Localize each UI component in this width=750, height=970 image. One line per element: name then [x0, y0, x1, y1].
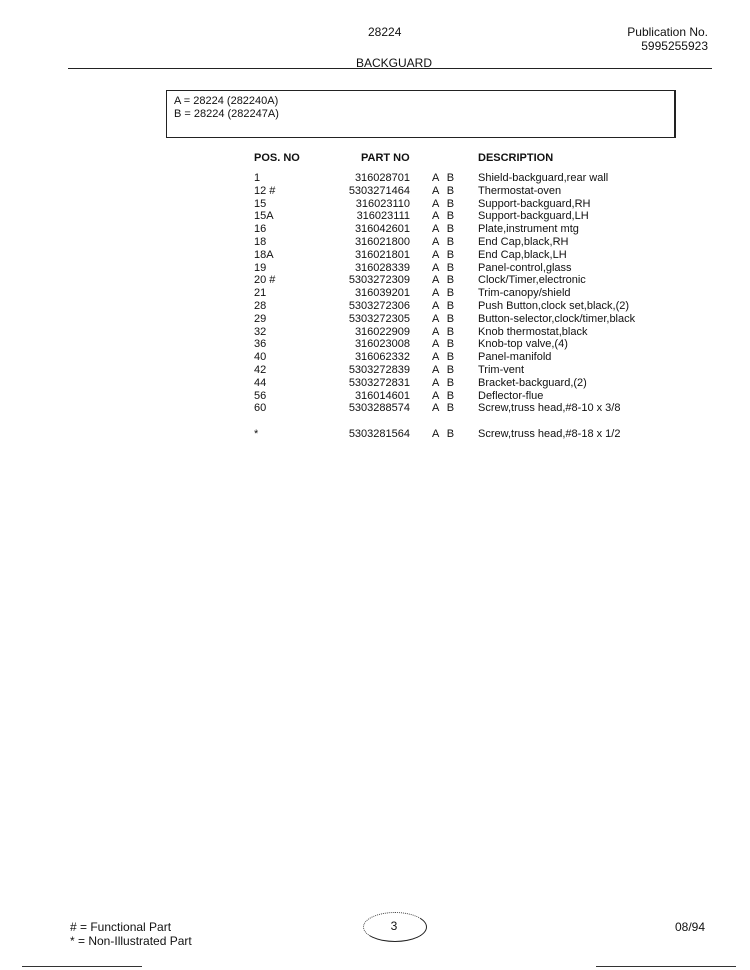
- models-cell: A B: [432, 172, 455, 184]
- model-line-a: A = 28224 (282240A): [174, 95, 279, 107]
- description-cell: Trim-vent: [478, 363, 525, 376]
- table-row: [0, 287, 750, 300]
- pos-cell: 60: [254, 402, 267, 415]
- table-row: [0, 262, 750, 275]
- pos-cell: 19: [254, 261, 267, 274]
- description-cell: Screw,truss head,#8-18 x 1/2: [478, 428, 621, 441]
- part-number-cell: 316062332: [354, 351, 410, 364]
- description-cell: Push Button,clock set,black,(2): [478, 299, 630, 312]
- pos-cell: 44: [254, 376, 267, 389]
- footer-legend: [70, 920, 192, 948]
- table-row: [0, 402, 750, 415]
- publication-block: [626, 25, 708, 53]
- pos-cell: 18: [254, 235, 267, 248]
- pos-cell: 42: [254, 363, 267, 376]
- description-cell: Bracket-backguard,(2): [478, 376, 587, 389]
- models-cell: A B: [432, 338, 455, 351]
- table-row: [0, 172, 750, 185]
- description-cell: Panel-control,glass: [478, 261, 572, 274]
- pos-cell: 18A: [254, 248, 274, 261]
- table-row: [0, 351, 750, 364]
- table-row: [0, 198, 750, 211]
- table-row: [0, 185, 750, 198]
- part-number-cell: 316022909: [354, 325, 410, 338]
- pos-cell: *: [254, 428, 259, 441]
- table-row: [0, 249, 750, 262]
- part-number-cell: 316042601: [354, 223, 410, 236]
- models-cell: A B: [432, 325, 455, 338]
- description-cell: Trim-canopy/shield: [478, 287, 571, 300]
- pos-cell: 15: [254, 197, 267, 210]
- part-number-cell: 316021800: [354, 235, 410, 248]
- table-row: [0, 236, 750, 249]
- pos-cell: 32: [254, 325, 267, 338]
- models-cell: A B: [432, 428, 455, 441]
- models-cell: A B: [432, 248, 455, 261]
- part-number-cell: 5303281564: [348, 428, 410, 441]
- models-cell: A B: [432, 210, 455, 223]
- part-number-cell: 316028701: [354, 172, 410, 184]
- models-cell: A B: [432, 402, 455, 415]
- legend-non-illustrated: * = Non-Illustrated Part: [70, 934, 192, 948]
- description-cell: Support-backguard,LH: [478, 210, 589, 223]
- description-cell: Knob thermostat,black: [478, 325, 588, 338]
- pos-cell: 16: [254, 223, 267, 236]
- part-number-cell: 5303272306: [348, 299, 410, 312]
- description-cell: Panel-manifold: [478, 351, 552, 364]
- description-cell: Deflector-flue: [478, 389, 544, 402]
- part-number-cell: 316023110: [355, 197, 410, 210]
- table-row: [0, 428, 750, 441]
- legend-functional: # = Functional Part: [70, 920, 172, 934]
- publication-number: 5995255923: [641, 39, 708, 53]
- table-row: [0, 338, 750, 351]
- models-cell: A B: [432, 235, 455, 248]
- pos-cell: 20 #: [254, 274, 276, 287]
- models-cell: A B: [432, 287, 455, 300]
- parts-list: [0, 172, 750, 441]
- models-cell: A B: [432, 274, 455, 287]
- description-cell: Shield-backguard,rear wall: [478, 172, 609, 184]
- pos-cell: 28: [254, 299, 267, 312]
- description-cell: Button-selector,clock/timer,black: [478, 312, 636, 325]
- description-cell: Plate,instrument mtg: [478, 223, 579, 236]
- pos-cell: 40: [254, 351, 267, 364]
- pos-cell: 15A: [254, 210, 274, 223]
- table-row: [0, 364, 750, 377]
- part-number-cell: 316014601: [354, 389, 410, 402]
- models-cell: A B: [432, 363, 455, 376]
- pos-cell: 12 #: [254, 184, 276, 197]
- description-cell: End Cap,black,LH: [478, 248, 567, 261]
- model-legend-box: [166, 90, 676, 138]
- models-cell: A B: [432, 376, 455, 389]
- header-divider: [68, 68, 712, 69]
- pos-cell: 1: [254, 172, 261, 184]
- part-number-cell: 5303288574: [348, 402, 410, 415]
- pos-cell: 29: [254, 312, 267, 325]
- models-cell: A B: [432, 351, 455, 364]
- table-row: [0, 223, 750, 236]
- models-cell: A B: [432, 184, 455, 197]
- part-number-cell: 316039201: [354, 287, 410, 300]
- column-header-pos: POS. NO: [254, 152, 300, 164]
- models-cell: A B: [432, 389, 455, 402]
- table-row: [0, 300, 750, 313]
- models-cell: A B: [432, 197, 455, 210]
- table-row: [0, 326, 750, 339]
- model-number: 28224: [368, 25, 402, 39]
- table-row: [0, 313, 750, 326]
- table-row: [0, 274, 750, 287]
- part-number-cell: 316023008: [354, 338, 410, 351]
- part-number-cell: 316028339: [354, 261, 410, 274]
- part-number-cell: 316023111: [356, 210, 410, 223]
- page-number: 3: [390, 919, 398, 933]
- part-number-cell: 5303272309: [348, 274, 410, 287]
- description-cell: Support-backguard,RH: [478, 197, 591, 210]
- pos-cell: 21: [254, 287, 267, 300]
- table-row: [0, 390, 750, 403]
- description-cell: Screw,truss head,#8-10 x 3/8: [478, 402, 621, 415]
- description-cell: Knob-top valve,(4): [478, 338, 568, 351]
- part-number-cell: 5303272305: [348, 312, 410, 325]
- model-line-b: B = 28224 (282247A): [174, 108, 279, 120]
- footer-divider-left: [22, 966, 142, 967]
- description-cell: Thermostat-oven: [478, 184, 562, 197]
- part-number-cell: 5303272839: [348, 363, 410, 376]
- part-number-cell: 5303271464: [348, 184, 410, 197]
- models-cell: A B: [432, 261, 455, 274]
- section-title: BACKGUARD: [356, 56, 433, 70]
- table-row: [0, 377, 750, 390]
- part-number-cell: 5303272831: [348, 376, 410, 389]
- pos-cell: 36: [254, 338, 267, 351]
- description-cell: Clock/Timer,electronic: [478, 274, 586, 287]
- column-header-part: PART NO: [361, 152, 410, 164]
- table-row: [0, 210, 750, 223]
- description-cell: End Cap,black,RH: [478, 235, 569, 248]
- footer-divider-right: [596, 966, 736, 967]
- models-cell: A B: [432, 299, 455, 312]
- part-number-cell: 316021801: [354, 248, 410, 261]
- footer-date: 08/94: [675, 920, 706, 934]
- models-cell: A B: [432, 312, 455, 325]
- models-cell: A B: [432, 223, 455, 236]
- page-number-badge: [363, 912, 427, 942]
- pos-cell: 56: [254, 389, 267, 402]
- column-header-description: DESCRIPTION: [478, 152, 554, 164]
- publication-label: Publication No.: [627, 25, 708, 39]
